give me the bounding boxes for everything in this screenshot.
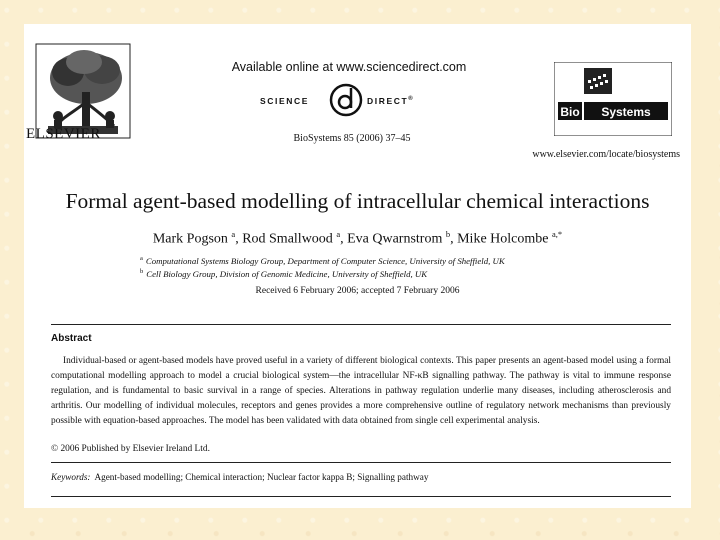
journal-url: www.elsevier.com/locate/biosystems [532,149,680,160]
affiliation-text: Cell Biology Group, Division of Genomic Medicine, University of Sheffield, UK [146,268,428,279]
keywords-text: Agent-based modelling; Chemical interaction; Nuclear factor kappa B; Signalling pathway [94,472,429,482]
article-title: Formal agent-based modelling of intracellular chemical interactions [65,189,650,213]
publisher-name: ELSEVIER [26,126,101,142]
affiliation-mark: b [140,268,144,275]
paper-page [24,24,691,508]
author-name: Eva Qwarnstrom [347,231,443,247]
affiliation-line [140,268,640,279]
received-dates: Received 6 February 2006; accepted 7 February 2006 [255,286,460,296]
sciencedirect-logo [260,82,440,118]
affiliation-text: Computational Systems Biology Group, Department of Computer Science, University of Sheffield, UK [145,255,505,266]
author-name: Rod Smallwood [242,231,333,247]
abstract-heading: Abstract [51,333,92,344]
biosystems-journal-logo-icon [554,62,672,136]
sciencedirect-left-word: SCIENCE [260,96,309,106]
author-affiliation-mark: a,* [551,229,563,239]
keywords-line [51,472,671,482]
divider-bottom [51,496,671,497]
affiliation-line [140,255,640,266]
author-affiliation-mark: a [231,229,236,239]
copyright-notice: © 2006 Published by Elsevier Ireland Ltd. [51,444,210,454]
divider-top [51,324,671,325]
affiliation-mark: a [140,255,143,262]
abstract-body: Individual-based or agent-based models have proved useful in a variety of different biological contexts. This paper presents an agent-based model using a formal computational modelling approach to model a crucial biological system—the intracellular NF-κB signalling pathway. The pathway is vital to immune response regulation, and is fundamental to basic survival in a range of species. Alterations in pathway regulation underlie many diseases, including atherosclerosis and arthritis. Our modelling of individual molecules, receptors and genes provides a more comprehensive outline of regulatory network mechanisms than previously possible with equation-based approaches. The model has been validated with data obtained from single cell experimental analysis. [51,356,671,426]
journal-reference: BioSystems 85 (2006) 37–45 [293,133,411,144]
author-name: Mark Pogson [152,231,228,247]
author-affiliation-mark: b [445,229,451,239]
keywords-label: Keywords: [51,472,91,482]
biosystems-logo-word1: Bio [560,105,580,119]
author-name: Mike Holcombe [457,231,549,247]
available-online-text: Available online at www.sciencedirect.com [231,60,467,74]
sciencedirect-at-icon [328,82,364,118]
author-list: Mark Pogson $^a$, Rod Smallwood $^a$, Eva Qwarnstrom $^b$, Mike Holcombe $^{a,*}$ [152,229,563,247]
divider-middle [51,462,671,463]
author-affiliation-mark: a [336,229,341,239]
biosystems-logo-word2: Systems [601,105,651,119]
sciencedirect-right-word: DIRECT® [367,96,415,106]
